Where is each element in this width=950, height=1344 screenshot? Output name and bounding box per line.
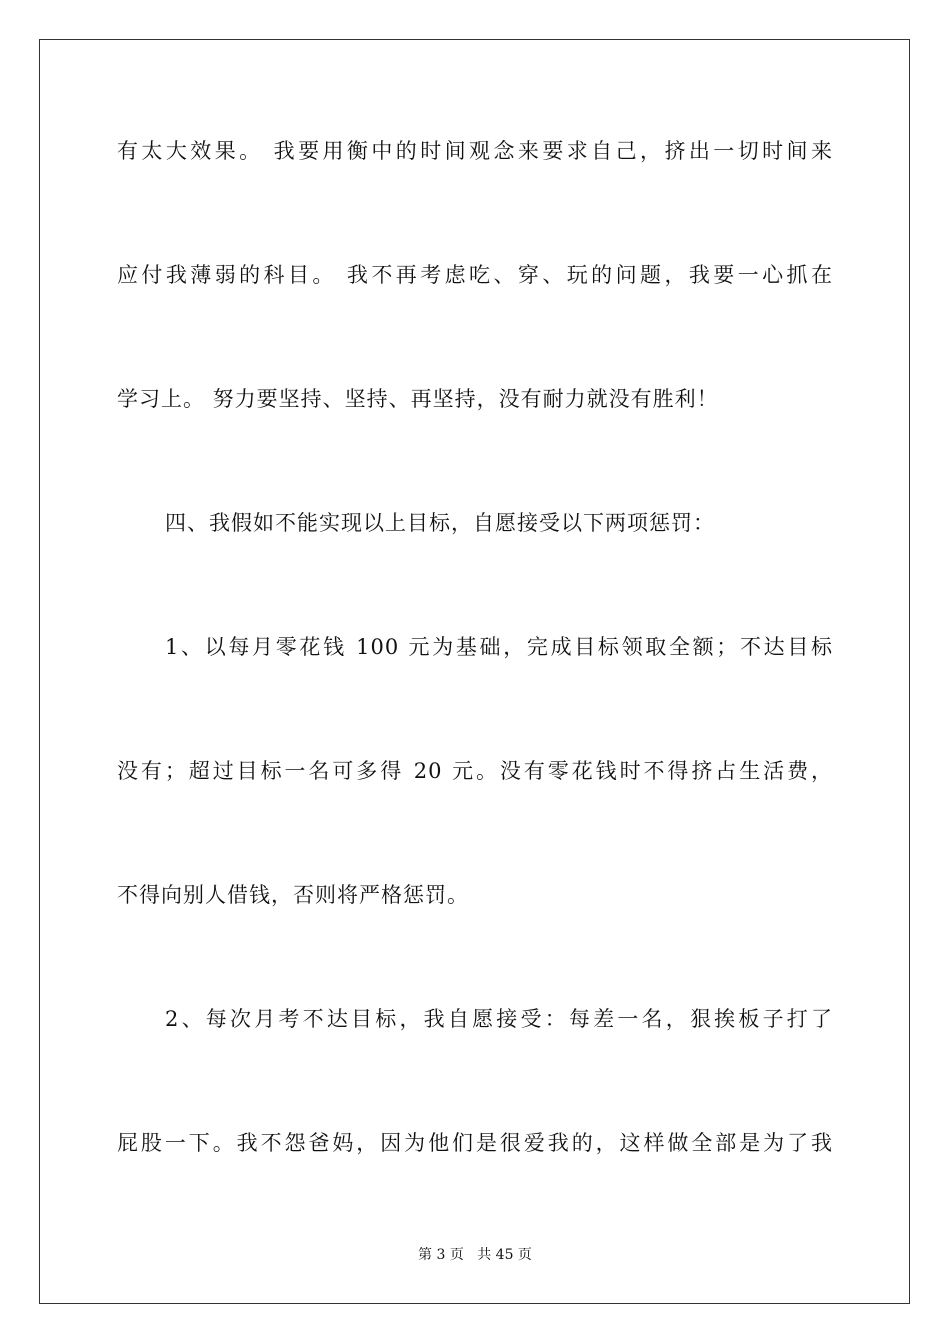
page-total: 共 45 页 (477, 1247, 532, 1263)
text-line-6: 没有；超过目标一名可多得 20 元。没有零花钱时不得挤占生活费， (117, 759, 833, 783)
page-border (39, 39, 910, 1304)
text-line-3: 学习上。 努力要坚持、坚持、再坚持，没有耐力就没有胜利！ (117, 387, 719, 411)
text-line-8: 2、每次月考不达目标，我自愿接受：每差一名，狠挨板子打了 (165, 1007, 833, 1031)
page-footer (0, 1246, 950, 1264)
text-line-2: 应付我薄弱的科目。 我不再考虑吃、穿、玩的问题，我要一心抓在 (117, 263, 833, 287)
text-line-7: 不得向别人借钱，否则将严格惩罚。 (117, 883, 469, 907)
text-line-1: 有太大效果。 我要用衡中的时间观念来要求自己，挤出一切时间来 (117, 139, 833, 163)
page-number: 第 3 页 (418, 1247, 464, 1263)
text-line-9: 屁股一下。我不怨爸妈，因为他们是很爱我的，这样做全部是为了我 (117, 1131, 833, 1155)
text-line-5: 1、以每月零花钱 100 元为基础，完成目标领取全额；不达目标 (165, 635, 833, 659)
text-line-4: 四、我假如不能实现以上目标，自愿接受以下两项惩罚： (165, 511, 715, 535)
